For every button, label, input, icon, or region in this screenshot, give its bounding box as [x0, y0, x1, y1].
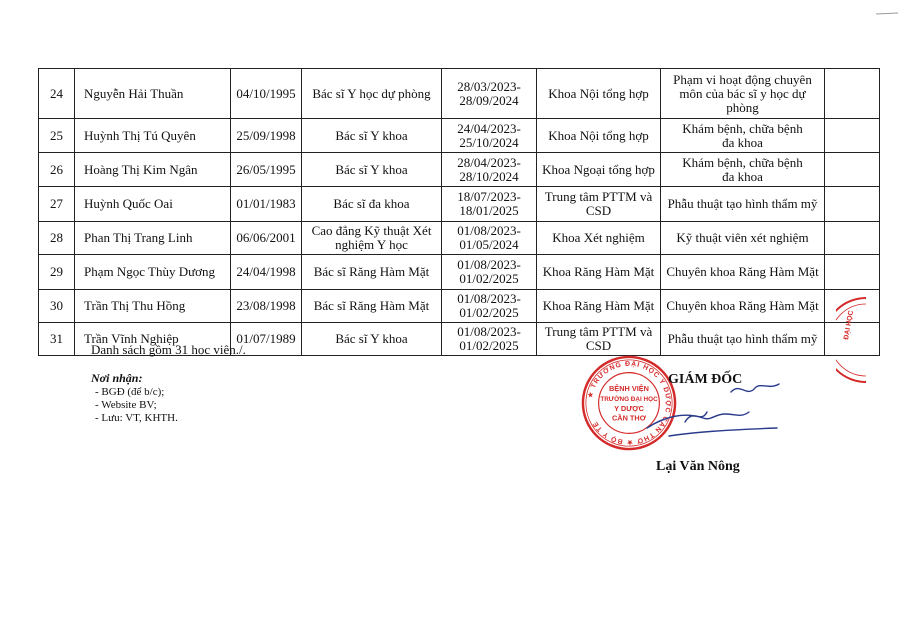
qualification: Cao đẳng Kỹ thuật Xét nghiệm Y học: [302, 222, 442, 255]
recipients-title: Nơi nhận:: [91, 371, 143, 385]
birth-date: 06/06/2001: [231, 222, 302, 255]
row-number: 24: [39, 69, 75, 119]
content-line: Khám bệnh, chữa bệnh: [682, 154, 803, 170]
training-content: [661, 187, 825, 222]
row-number: 31: [39, 323, 75, 356]
row-number: 25: [39, 119, 75, 153]
trainee-name: Hoàng Thị Kim Ngân: [75, 153, 231, 187]
qualification: Bác sĩ Y học dự phòng: [302, 69, 442, 119]
period-start: 01/08/2023-: [457, 324, 521, 339]
note-cell: [825, 69, 880, 119]
svg-text:ĐẠI HỌC: ĐẠI HỌC: [843, 310, 856, 341]
training-period: [442, 290, 537, 323]
period-end: 18/01/2025: [459, 203, 519, 218]
qualification: Bác sĩ Y khoa: [302, 323, 442, 356]
row-number: 30: [39, 290, 75, 323]
content-line: Phẫu thuật tạo hình thẩm mỹ: [667, 196, 818, 211]
trainee-table: [38, 68, 880, 356]
department: Khoa Ngoại tổng hợp: [537, 153, 661, 187]
training-period: [442, 153, 537, 187]
trainee-name: Nguyễn Hải Thuần: [75, 69, 231, 119]
qualification: Bác sĩ đa khoa: [302, 187, 442, 222]
content-line: Chuyên khoa Răng Hàm Mặt: [666, 298, 819, 313]
department: Khoa Xét nghiệm: [537, 222, 661, 255]
content-line: môn của bác sĩ y học dự: [679, 85, 806, 101]
training-content: [661, 222, 825, 255]
note-cell: [825, 153, 880, 187]
content-line: Khám bệnh, chữa bệnh: [682, 120, 803, 136]
recipient-item: - BGĐ (để b/c);: [95, 386, 165, 398]
department: Khoa Nội tổng hợp: [537, 69, 661, 119]
trainee-name: Trần Thị Thu Hồng: [75, 290, 231, 323]
table-row: [39, 255, 880, 290]
table-body: [39, 69, 880, 356]
svg-text:CẦN THƠ: CẦN THƠ: [611, 413, 647, 423]
content-line: Phạm vi hoạt động chuyên: [673, 71, 812, 87]
period-start: 24/04/2023-: [457, 120, 521, 136]
list-summary: Danh sách gồm 31 học viên./.: [91, 342, 246, 357]
period-end: 25/10/2024: [459, 134, 519, 150]
row-number: 27: [39, 187, 75, 222]
qualification: Bác sĩ Y khoa: [302, 119, 442, 153]
birth-date: 25/09/1998: [231, 119, 302, 153]
director-name: Lại Văn Nông: [656, 459, 740, 474]
note-cell: [825, 119, 880, 153]
content-line: phòng: [726, 99, 759, 115]
period-end: 28/10/2024: [459, 168, 519, 184]
birth-date: 01/01/1983: [231, 187, 302, 222]
director-title: GIÁM ĐỐC: [668, 372, 743, 387]
department: Trung tâm PTTM và CSD: [537, 323, 661, 356]
department: Khoa Răng Hàm Mặt: [537, 290, 661, 323]
recipient-item: - Lưu: VT, KHTH.: [95, 412, 178, 424]
qualification: Bác sĩ Răng Hàm Mặt: [302, 290, 442, 323]
department: Khoa Răng Hàm Mặt: [537, 255, 661, 290]
birth-date: 23/08/1998: [231, 290, 302, 323]
period-end: 01/05/2024: [459, 237, 519, 252]
trainee-name: Trần Vĩnh Nghiệp: [75, 323, 231, 356]
training-period: [442, 323, 537, 356]
training-period: [442, 119, 537, 153]
svg-text:TRƯỜNG ĐẠI HỌC: TRƯỜNG ĐẠI HỌC: [600, 396, 658, 404]
birth-date: 01/07/1989: [231, 323, 302, 356]
table-row: [39, 187, 880, 222]
row-number: 28: [39, 222, 75, 255]
margin-seal-fragment: [836, 296, 866, 384]
training-period: [442, 255, 537, 290]
table-row: [39, 222, 880, 255]
period-start: 01/08/2023-: [457, 291, 521, 306]
recipients-block: [91, 372, 178, 425]
svg-text:★ TRƯỜNG ĐẠI HỌC Y DƯỢC CẦN TH: ★ TRƯỜNG ĐẠI HỌC Y DƯỢC CẦN THƠ ★ BỘ Y TẾ: [587, 360, 672, 446]
training-period: [442, 222, 537, 255]
period-start: 28/03/2023-: [457, 78, 521, 94]
svg-text:BỆNH VIỆN: BỆNH VIỆN: [609, 384, 649, 394]
training-period: [442, 69, 537, 119]
period-start: 01/08/2023-: [457, 257, 521, 272]
qualification: Bác sĩ Y khoa: [302, 153, 442, 187]
trainee-name: Huỳnh Thị Tú Quyên: [75, 119, 231, 153]
period-end: 28/09/2024: [459, 92, 519, 108]
content-line: Kỹ thuật viên xét nghiệm: [676, 230, 809, 245]
qualification: Bác sĩ Răng Hàm Mặt: [302, 255, 442, 290]
period-start: 28/04/2023-: [457, 154, 521, 170]
svg-text:Y DƯỢC: Y DƯỢC: [614, 403, 644, 413]
director-signature: [645, 378, 785, 448]
row-number: 29: [39, 255, 75, 290]
table-row: [39, 153, 880, 187]
content-line: Chuyên khoa Răng Hàm Mặt: [666, 264, 819, 279]
department: Khoa Nội tổng hợp: [537, 119, 661, 153]
training-content: [661, 69, 825, 119]
table-row: [39, 69, 880, 119]
trainee-name: Phạm Ngọc Thùy Dương: [75, 255, 231, 290]
recipient-item: - Website BV;: [95, 399, 157, 411]
period-end: 01/02/2025: [459, 305, 519, 320]
table-row: [39, 290, 880, 323]
content-line: Phẫu thuật tạo hình thẩm mỹ: [667, 331, 818, 346]
period-end: 01/02/2025: [459, 338, 519, 353]
trainee-name: Huỳnh Quốc Oai: [75, 187, 231, 222]
training-content: [661, 323, 825, 356]
period-start: 01/08/2023-: [457, 223, 521, 238]
period-start: 18/07/2023-: [457, 189, 521, 204]
training-content: [661, 255, 825, 290]
note-cell: [825, 255, 880, 290]
note-cell: [825, 187, 880, 222]
department: Trung tâm PTTM và CSD: [537, 187, 661, 222]
scan-artifact: [876, 10, 898, 18]
row-number: 26: [39, 153, 75, 187]
training-content: [661, 290, 825, 323]
training-period: [442, 187, 537, 222]
training-content: [661, 119, 825, 153]
birth-date: 26/05/1995: [231, 153, 302, 187]
note-cell: [825, 222, 880, 255]
trainee-name: Phan Thị Trang Linh: [75, 222, 231, 255]
table-row: [39, 119, 880, 153]
period-end: 01/02/2025: [459, 271, 519, 286]
birth-date: 24/04/1998: [231, 255, 302, 290]
content-line: đa khoa: [722, 168, 763, 184]
birth-date: 04/10/1995: [231, 69, 302, 119]
training-content: [661, 153, 825, 187]
content-line: đa khoa: [722, 134, 763, 150]
